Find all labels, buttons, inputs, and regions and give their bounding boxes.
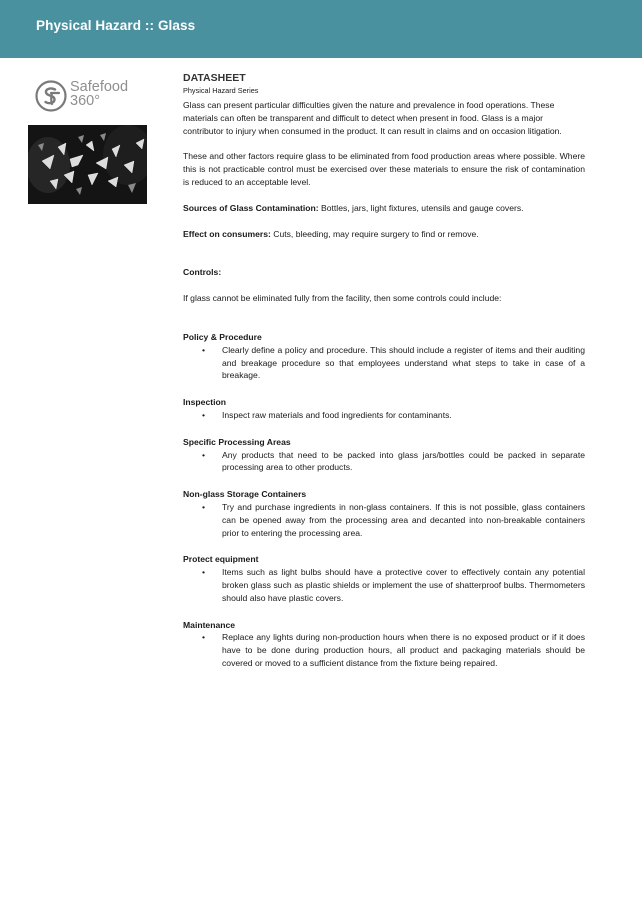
list-item: • Inspect raw materials and food ingredients for contaminants. [183,409,585,422]
header-bar [0,0,642,58]
section-heading: Specific Processing Areas [183,436,291,447]
broken-glass-photo [28,125,147,204]
datasheet-title: DATASHEET [183,72,246,84]
sources-text: Bottles, jars, light fixtures, utensils and gauge covers. [318,202,524,213]
safefood-logo [35,80,145,114]
controls-label: Controls: [183,267,222,278]
control-paragraph: These and other factors require glass to be eliminated from food production areas where possible. Where this is not practicable control must be exercised over these materials to ensure the risk of contamination is reduced to an acceptable level. [183,151,585,187]
page-title: Physical Hazard :: Glass [36,18,196,33]
logo-mark-icon [35,80,67,112]
section-protect-equipment [183,553,585,604]
controls-heading [183,266,585,279]
effect-line [183,228,585,241]
sources-line [183,202,585,215]
glass-shards-icon [28,125,147,204]
datasheet-content [183,72,585,684]
logo-text [70,80,128,108]
section-heading: Protect equipment [183,554,259,565]
section-heading: Policy & Procedure [183,331,262,342]
section-policy [183,331,585,382]
list-item: • Replace any lights during non-production hours when there is no exposed product or if it does have to be done during production hours, all product and packaging materials should be covered or moved to a sufficient distance from the fixture being repaired. [183,631,585,669]
section-heading: Maintenance [183,619,236,630]
sources-label: Sources of Glass Contamination: [183,202,319,213]
effect-label: Effect on consumers: [183,228,271,239]
section-inspection [183,396,585,422]
section-storage-containers [183,488,585,539]
logo-line-1: Safefood [70,79,129,95]
logo-line-2: 360° [70,93,100,109]
list-item: • Items such as light bulbs should have a protective cover to effectively contain any potential broken glass such as plastic shields or implement the use of shatterproof bulbs. Thermometers should also have plastic covers. [183,566,585,604]
datasheet-subtitle: Physical Hazard Series [183,86,259,95]
section-heading: Non-glass Storage Containers [183,489,307,500]
intro-paragraph: Glass can present particular difficulties given the nature and prevalence in food operations. These materials can often be transparent and difficult to detect when present in food. Glass is a major contributor to injury when consumed in the product. It can result in claims and on occasion litigation. [183,100,562,136]
list-item: • Try and purchase ingredients in non-glass containers. If this is not possible, glass containers can be opened away from the processing area and decanted into non-breakable containers prior to entering the processing area. [183,501,585,539]
section-heading: Inspection [183,397,226,408]
list-item: • Clearly define a policy and procedure. This should include a register of items and their auditing and breakage procedure so that employees understand what steps to take in case of a breakage. [183,344,585,382]
section-processing-areas [183,436,585,474]
effect-text: Cuts, bleeding, may require surgery to find or remove. [270,228,479,239]
list-item: • Any products that need to be packed into glass jars/bottles could be packed in separate processing area to other products. [183,449,585,475]
controls-intro: If glass cannot be eliminated fully from the facility, then some controls could include: [183,293,502,304]
section-maintenance [183,619,585,670]
